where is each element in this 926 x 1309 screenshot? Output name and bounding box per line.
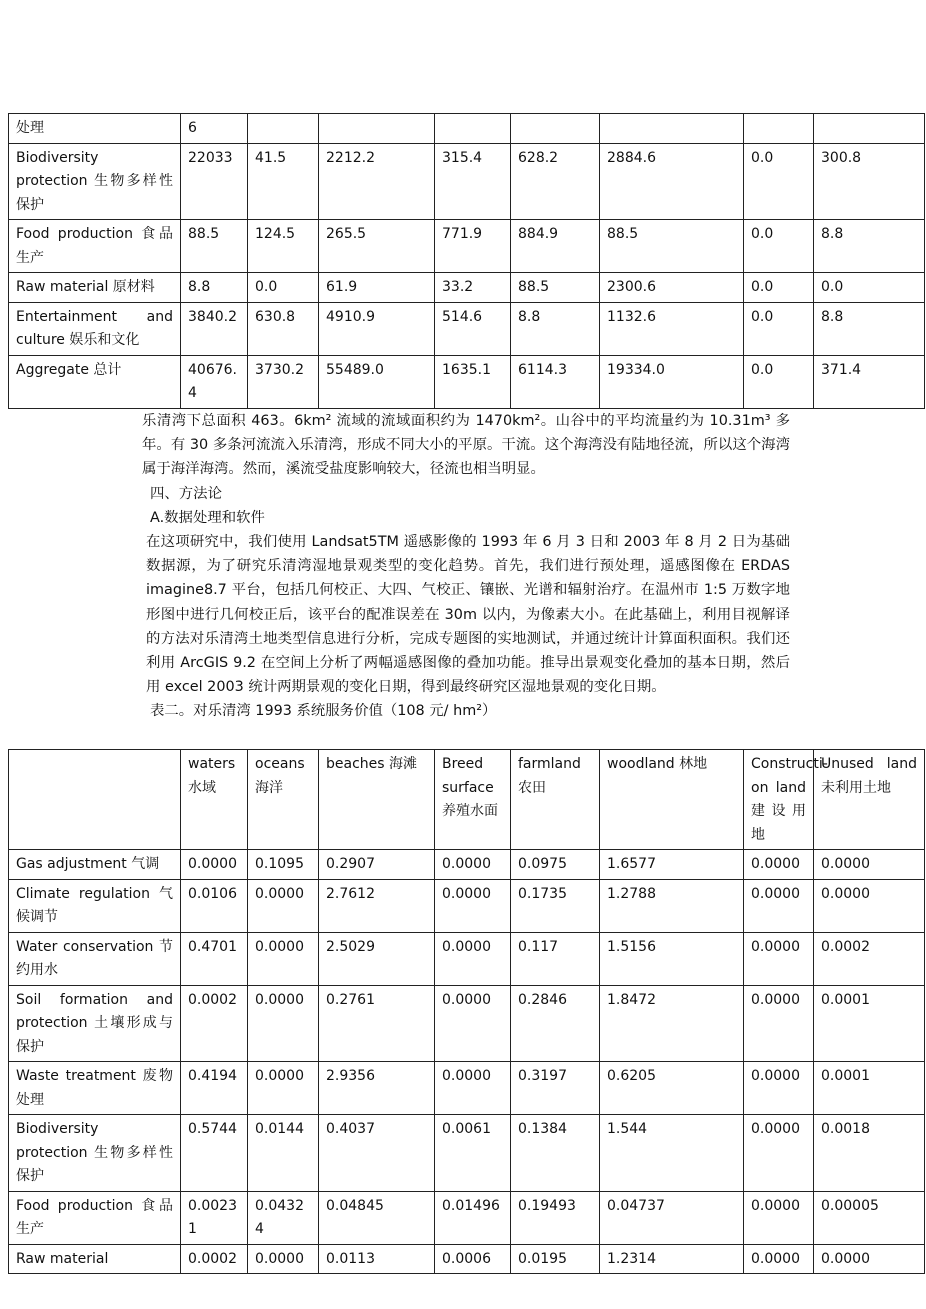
table-cell: 0.0018 (814, 1115, 925, 1192)
table-cell: 2.7612 (319, 879, 435, 932)
table-cell: 0.0061 (435, 1115, 511, 1192)
table-cell: 514.6 (435, 302, 511, 355)
subsection-heading-data-processing: A.数据处理和软件 (150, 509, 265, 526)
paragraph-methods: 在这项研究中，我们使用 Landsat5TM 遥感影像的 1993 年 6 月 3 日和 2003 年 8 月 2 日为基础数据源，为了研究乐清湾湿地景观类型的变化趋势。首先，我们进行预处理，遥感图像在 ERDAS imagine8.7 平台，包括几何校正、大四、气校正、镶嵌、光谱和辐射治疗。在温州市 1:5 万数字地形图中进行几何校正后，该平台的配准误差在 30m 以内，为像素大小。在此基础上，利用目视解译的方法对乐清湾土地类型信息进行分析，完成专题图的实地测试，并通过统计计算面积面积。我们还利用 ArcGIS 9.2 在空间上分析了两幅遥感图像的叠加功能。推导出景观变化叠加的基本日期，然后用 excel 2003 统计两期景观的变化日期，得到最终研究区湿地景观的变化日期。 (146, 534, 790, 696)
table-cell: 88.5 (600, 220, 744, 273)
table-cell: 33.2 (435, 273, 511, 303)
table-cell: 19334.0 (600, 355, 744, 408)
table-cell: 40676.4 (181, 355, 248, 408)
table-cell: 0.0 (248, 273, 319, 303)
table-cell: 0.0000 (744, 1244, 814, 1274)
table-cell: 0.0000 (744, 879, 814, 932)
table-cell: 0.3197 (511, 1062, 600, 1115)
table-row (9, 1191, 925, 1244)
table-cell: 771.9 (435, 220, 511, 273)
table-cell: 0.5744 (181, 1115, 248, 1192)
table-cell: 0.0006 (435, 1244, 511, 1274)
table-cell: 88.5 (511, 273, 600, 303)
paragraph-basin: 乐清湾下总面积 463。6km² 流域的流域面积约为 1470km²。山谷中的平均流量约为 10.31m³ 多年。有 30 多条河流流入乐清湾，形成不同大小的平原。干流。这个海湾没有陆地径流，所以这个海湾属于海洋海湾。然而，溪流受盐度影响较大，径流也相当明显。 (142, 413, 790, 478)
table-cell: 0.0113 (319, 1244, 435, 1274)
row-label: Climate regulation 气候调节 (9, 879, 181, 932)
table-cell: 2212.2 (319, 143, 435, 220)
table-cell: 1.2314 (600, 1244, 744, 1274)
row-label: Raw material 原材料 (9, 273, 181, 303)
column-header (9, 750, 181, 850)
table-cell: 884.9 (511, 220, 600, 273)
table-cell: 0.2761 (319, 985, 435, 1062)
table-cell: 0.0000 (435, 985, 511, 1062)
table-cell: 0.4037 (319, 1115, 435, 1192)
table-cell: 6114.3 (511, 355, 600, 408)
table-cell: 315.4 (435, 143, 511, 220)
table-cell: 0.0975 (511, 850, 600, 880)
table-cell (248, 114, 319, 144)
table-cell: 0.0000 (435, 1062, 511, 1115)
row-label: Waste treatment 废物处理 (9, 1062, 181, 1115)
table-cell: 0.0106 (181, 879, 248, 932)
table-cell: 0.0000 (814, 879, 925, 932)
table-cell: 1.8472 (600, 985, 744, 1062)
row-label: Entertainment and culture 娱乐和文化 (9, 302, 181, 355)
table-cell: 1.5156 (600, 932, 744, 985)
table-cell (814, 114, 925, 144)
column-header: Breed surface 养殖水面 (435, 750, 511, 850)
header-row (9, 750, 925, 850)
table-cell: 2300.6 (600, 273, 744, 303)
table-cell: 0.0002 (814, 932, 925, 985)
table-row (9, 273, 925, 303)
section-heading-methodology: 四、方法论 (150, 485, 222, 502)
table-row (9, 932, 925, 985)
table-cell: 0.0000 (744, 1062, 814, 1115)
table-cell (511, 114, 600, 144)
table-cell: 0.0144 (248, 1115, 319, 1192)
table-a-body (9, 114, 925, 409)
table-cell: 0.0000 (814, 1244, 925, 1274)
table-cell: 0.04324 (248, 1191, 319, 1244)
table-cell: 0.0195 (511, 1244, 600, 1274)
table-cell: 0.0000 (744, 932, 814, 985)
table-cell: 1.6577 (600, 850, 744, 880)
table-row (9, 1115, 925, 1192)
table-cell: 3730.2 (248, 355, 319, 408)
table-cell: 0.01496 (435, 1191, 511, 1244)
table-cell: 0.0000 (248, 932, 319, 985)
table-b-header (9, 750, 925, 850)
table-cell: 1635.1 (435, 355, 511, 408)
row-label: Soil formation and protection 土壤形成与保护 (9, 985, 181, 1062)
row-label: Gas adjustment 气调 (9, 850, 181, 880)
table-cell: 8.8 (814, 220, 925, 273)
table-cell: 0.0000 (744, 850, 814, 880)
table-cell: 61.9 (319, 273, 435, 303)
table-cell: 1.2788 (600, 879, 744, 932)
table-cell: 0.117 (511, 932, 600, 985)
table-cell: 265.5 (319, 220, 435, 273)
table-row (9, 879, 925, 932)
table-cell: 0.00005 (814, 1191, 925, 1244)
table-cell: 0.0001 (814, 1062, 925, 1115)
table-caption: 表二。对乐清湾 1993 系统服务价值（108 元/ hm²） (150, 703, 497, 720)
table-cell: 0.0 (744, 273, 814, 303)
column-header: woodland 林地 (600, 750, 744, 850)
table-cell: 0.0 (814, 273, 925, 303)
row-label: Water conservation 节约用水 (9, 932, 181, 985)
table-cell: 0.0000 (248, 985, 319, 1062)
table-cell: 0.0000 (744, 1115, 814, 1192)
table-cell (600, 114, 744, 144)
table-cell (319, 114, 435, 144)
table-cell: 0.4701 (181, 932, 248, 985)
table-cell: 371.4 (814, 355, 925, 408)
table-cell: 0.0 (744, 302, 814, 355)
table-cell: 0.1095 (248, 850, 319, 880)
table-cell: 55489.0 (319, 355, 435, 408)
table-cell: 0.04845 (319, 1191, 435, 1244)
table-row (9, 355, 925, 408)
row-label: Raw material (9, 1244, 181, 1274)
table-cell: 0.0002 (181, 985, 248, 1062)
table-cell: 0.0000 (435, 932, 511, 985)
table-cell: 0.2846 (511, 985, 600, 1062)
table-cell: 0.0 (744, 355, 814, 408)
table-cell: 0.0000 (248, 1244, 319, 1274)
table-cell: 8.8 (181, 273, 248, 303)
table-cell: 0.4194 (181, 1062, 248, 1115)
service-value-table-continued (8, 113, 925, 409)
table-cell: 22033 (181, 143, 248, 220)
column-header: farmland 农田 (511, 750, 600, 850)
table-cell (744, 114, 814, 144)
table-cell: 0.1735 (511, 879, 600, 932)
table-row (9, 985, 925, 1062)
table-cell: 0.0002 (181, 1244, 248, 1274)
table-cell: 6 (181, 114, 248, 144)
table-b-body (9, 850, 925, 1274)
table-cell: 4910.9 (319, 302, 435, 355)
table-row (9, 114, 925, 144)
table-cell: 0.19493 (511, 1191, 600, 1244)
table-cell: 0.00231 (181, 1191, 248, 1244)
table-row (9, 1244, 925, 1274)
table-cell: 0.0000 (814, 850, 925, 880)
table-cell: 0.0000 (248, 879, 319, 932)
table-row (9, 143, 925, 220)
table-cell: 1.544 (600, 1115, 744, 1192)
row-label: 处理 (9, 114, 181, 144)
table-row (9, 850, 925, 880)
table-cell: 0.0000 (744, 985, 814, 1062)
table-row (9, 302, 925, 355)
table-cell: 2.5029 (319, 932, 435, 985)
table-cell: 0.1384 (511, 1115, 600, 1192)
table-cell: 0.0000 (181, 850, 248, 880)
row-label: Aggregate 总计 (9, 355, 181, 408)
table-cell: 1132.6 (600, 302, 744, 355)
table-cell: 0.0000 (248, 1062, 319, 1115)
row-label: Food production 食品生产 (9, 1191, 181, 1244)
table-cell: 0.0001 (814, 985, 925, 1062)
table-cell: 0.0000 (435, 879, 511, 932)
table-cell (435, 114, 511, 144)
service-value-table-1993 (8, 749, 925, 1274)
table-cell: 0.0 (744, 220, 814, 273)
row-label: Biodiversity protection 生物多样性保护 (9, 143, 181, 220)
table-row (9, 220, 925, 273)
column-header: oceans 海洋 (248, 750, 319, 850)
table-cell: 0.0000 (435, 850, 511, 880)
table-cell: 630.8 (248, 302, 319, 355)
table-cell: 0.2907 (319, 850, 435, 880)
table-cell: 41.5 (248, 143, 319, 220)
column-header: Unused land 未利用土地 (814, 750, 925, 850)
table-cell: 2884.6 (600, 143, 744, 220)
row-label: Biodiversity protection 生物多样性保护 (9, 1115, 181, 1192)
table-cell: 124.5 (248, 220, 319, 273)
column-header: waters 水域 (181, 750, 248, 850)
table-cell: 0.0000 (744, 1191, 814, 1244)
table-cell: 2.9356 (319, 1062, 435, 1115)
table-cell: 0.6205 (600, 1062, 744, 1115)
table-cell: 0.04737 (600, 1191, 744, 1244)
column-header: beaches 海滩 (319, 750, 435, 850)
table-cell: 3840.2 (181, 302, 248, 355)
table-cell: 300.8 (814, 143, 925, 220)
table-cell: 628.2 (511, 143, 600, 220)
table-cell: 0.0 (744, 143, 814, 220)
table-cell: 88.5 (181, 220, 248, 273)
table-cell: 8.8 (511, 302, 600, 355)
column-header: Constructi-on land 建设用地 (744, 750, 814, 850)
row-label: Food production 食品生产 (9, 220, 181, 273)
body-text (142, 409, 790, 724)
table-row (9, 1062, 925, 1115)
table-cell: 8.8 (814, 302, 925, 355)
